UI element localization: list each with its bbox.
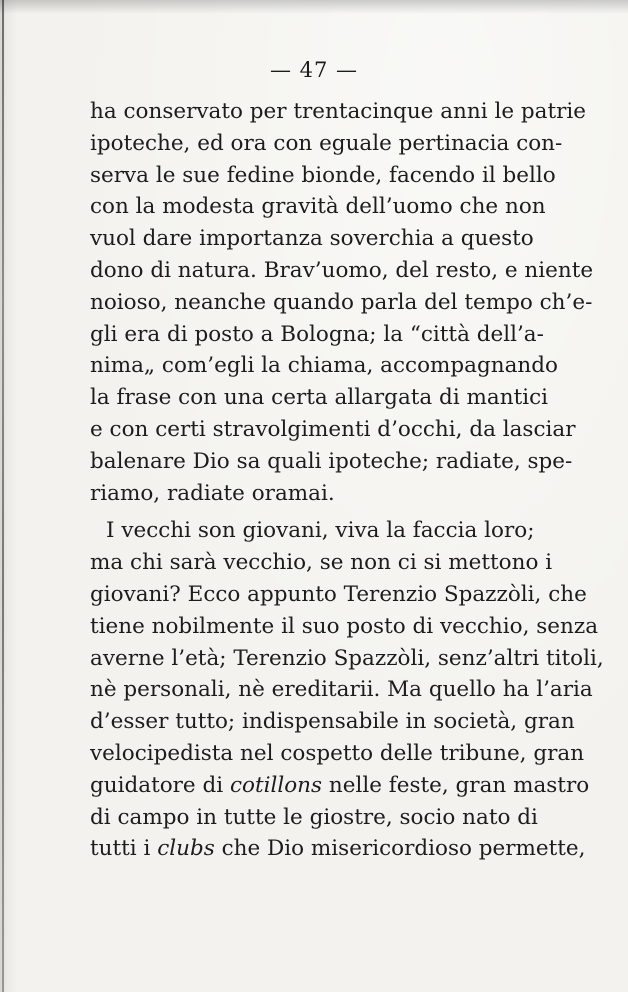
italic-term: cotillons — [229, 772, 323, 798]
text-line: dono di natura. Brav’uomo, del resto, e niente — [90, 257, 594, 283]
text-line: di campo in tutte le giostre, socio nato di — [90, 804, 538, 830]
text-line: la frase con una certa allargata di mantici — [90, 385, 549, 411]
text-line: nè personali, nè ereditarii. Ma quello ha l’aria — [90, 677, 593, 703]
text-line: balenare Dio sa quali ipoteche; radiate, spe- — [90, 448, 573, 474]
text-line: d’esser tutto; indispensabile in società, gran — [90, 709, 575, 735]
text-line: serva le sue fedine bionde, facendo il bello — [90, 162, 556, 188]
text-line: nima„ com’egli la chiama, accompagnando — [90, 353, 558, 379]
text-line: I vecchi son giovani, viva la faccia loro; — [106, 518, 535, 544]
text-line: giovani? Ecco appunto Terenzio Spazzòli, che — [90, 581, 587, 607]
text-fragment: nelle feste, gran mastro — [322, 772, 590, 798]
italic-term: clubs — [157, 836, 215, 862]
text-line: ha conservato per trentacinque anni le patrie — [90, 99, 586, 124]
text-line: ipoteche, ed ora con eguale pertinacia con- — [90, 130, 563, 156]
text-line: e con certi stravolgimenti d’occhi, da lasciar — [90, 416, 576, 442]
text-line: averne l’età; Terenzio Spazzòli, senz’altri titoli, — [90, 645, 604, 671]
paragraph-2 — [90, 515, 604, 865]
page-edge — [2, 0, 4, 992]
paragraph-1 — [90, 96, 594, 509]
text-fragment: guidatore di — [90, 772, 230, 798]
body-text — [90, 96, 604, 865]
text-line: ma chi sarà vecchio, se non ci si mettono i — [90, 550, 553, 576]
text-line: tiene nobilmente il suo posto di vecchio, senza — [90, 613, 599, 639]
text-line: velocipedista nel cospetto delle tribune, gran — [90, 740, 585, 766]
text-line: noioso, neanche quando parla del tempo ch’e- — [90, 289, 593, 315]
text-line: riamo, radiate oramai. — [90, 480, 335, 506]
page-number: — 47 — — [269, 58, 359, 82]
text-fragment: tutti i — [90, 836, 158, 862]
text-line-with-italic — [90, 770, 590, 802]
text-line: con la modesta gravità dell’uomo che non — [90, 194, 546, 220]
text-line: vuol dare importanza soverchia a questo — [90, 226, 534, 252]
text-line-with-italic — [90, 833, 586, 865]
text-fragment: che Dio misericordioso permette, — [214, 836, 586, 862]
top-shadow — [0, 0, 628, 14]
text-line: gli era di posto a Bologna; la “città dell’a- — [90, 321, 544, 347]
